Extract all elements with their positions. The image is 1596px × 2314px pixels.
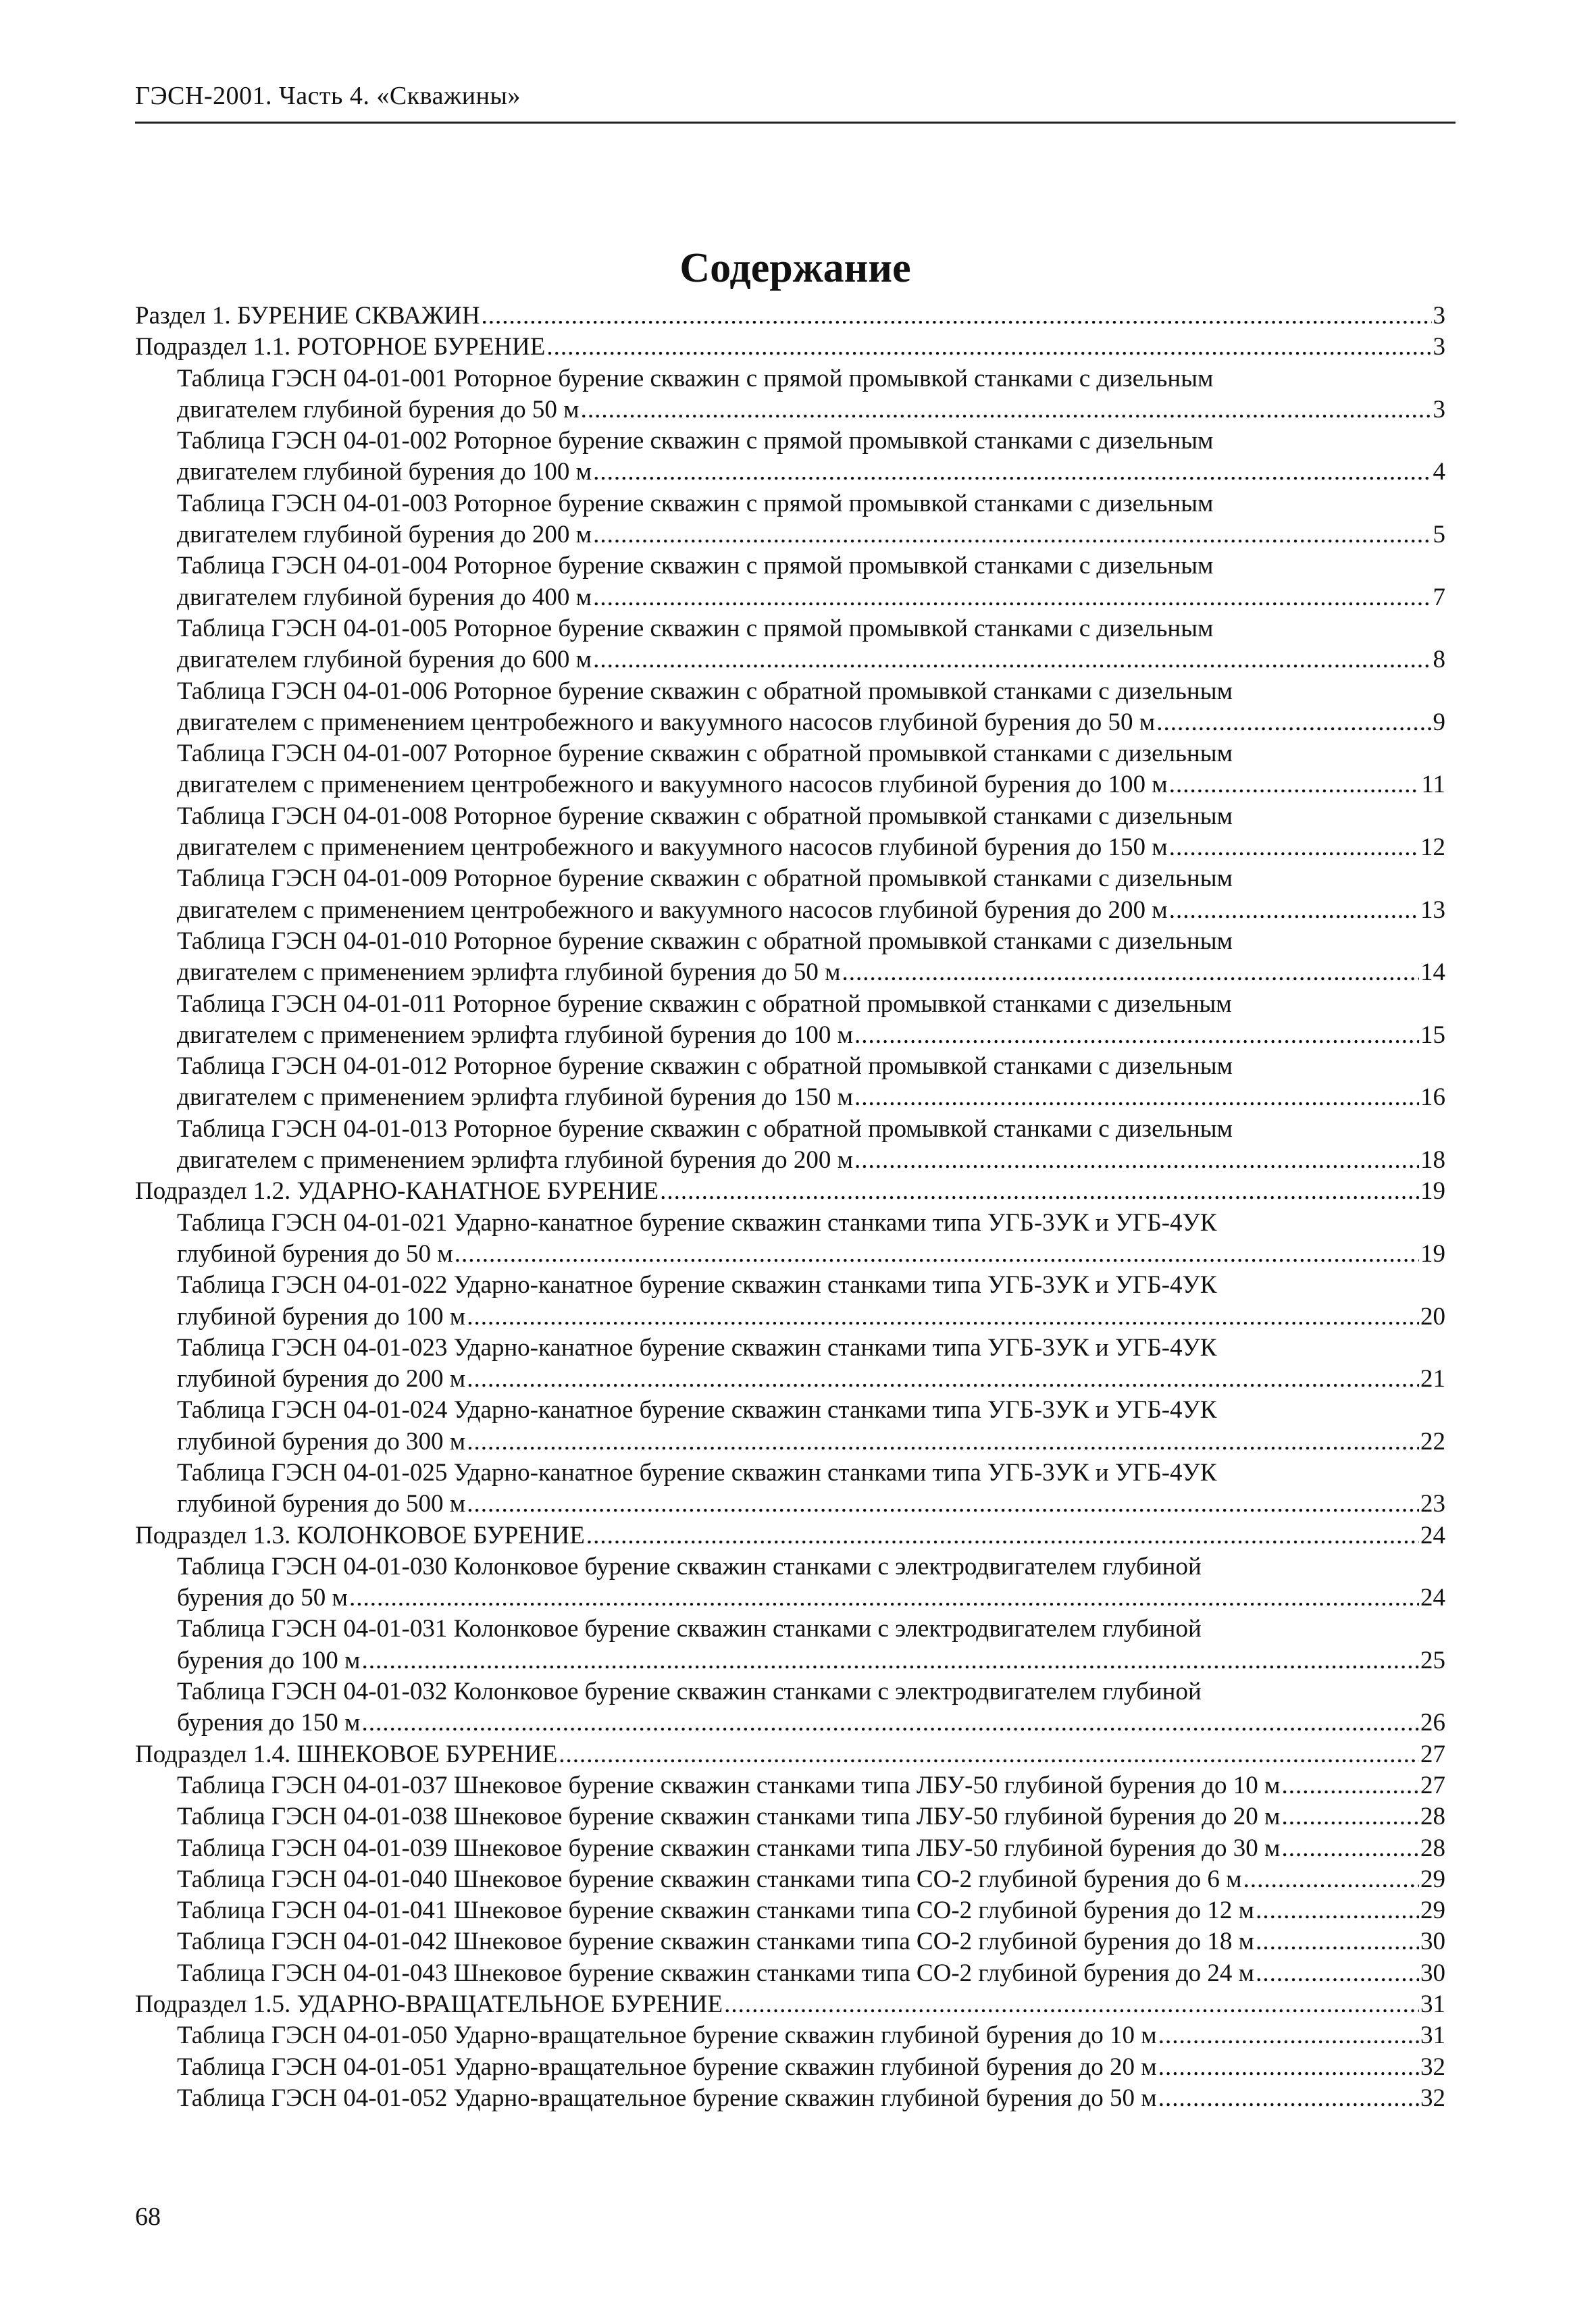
toc-page-ref: 28 [1420, 1803, 1445, 1831]
toc-page-ref: 16 [1420, 1083, 1445, 1112]
toc-entry-row [177, 2052, 1445, 2083]
toc-entry-row [177, 1770, 1445, 1801]
toc-entry-text: Таблица ГЭСН 04-01-007 Роторное бурение скважин с обратной промывкой станками с дизельным [177, 740, 1233, 768]
dot-leader [546, 332, 1431, 363]
toc-entry-row [177, 1864, 1445, 1895]
toc-entry-text: двигателем с применением эрлифта глубиной бурения до 200 м [177, 1146, 854, 1175]
toc-entry-row [135, 332, 1445, 363]
toc-entry-row [177, 1489, 1445, 1520]
toc-page-ref: 4 [1433, 458, 1445, 486]
dot-leader [1158, 2020, 1419, 2051]
toc-subsection [135, 1520, 1445, 1551]
toc-entry-row [177, 1833, 1445, 1864]
toc-table-entry [135, 1208, 1445, 1270]
toc-entry-text: бурения до 50 м [177, 1584, 348, 1612]
toc-page-ref: 32 [1420, 2084, 1445, 2112]
toc-table-entry [135, 1051, 1445, 1114]
toc-entry-text: двигателем с применением центробежного и вакуумного насосов глубиной бурения до 100 м [177, 771, 1168, 799]
toc-entry-text: Таблица ГЭСН 04-01-041 Шнековое бурение скважин станками типа СО-2 глубиной бурения до 12 м [177, 1897, 1255, 1925]
toc-entry-text: Таблица ГЭСН 04-01-030 Колонковое бурение скважин станками с электродвигателем глубиной [177, 1552, 1202, 1580]
toc-entry-row [177, 2020, 1445, 2051]
dot-leader [1243, 1864, 1419, 1895]
toc-subsection [135, 1739, 1445, 1770]
toc-entry-text: Таблица ГЭСН 04-01-012 Роторное бурение скважин с обратной промывкой станками с дизельным [177, 1052, 1233, 1081]
toc-entry-row [135, 301, 1445, 332]
page-title: Содержание [679, 245, 911, 291]
dot-leader [842, 957, 1419, 988]
toc-page-ref: 13 [1420, 896, 1445, 924]
toc-entry-row [177, 1645, 1445, 1676]
toc-entry-text: бурения до 100 м [177, 1646, 361, 1674]
toc-section [135, 301, 1445, 332]
dot-leader [593, 582, 1431, 613]
toc-entry-row [177, 1707, 1445, 1739]
dot-leader [1169, 832, 1419, 863]
toc-entry-text: Таблица ГЭСН 04-01-051 Ударно-вращательное бурение скважин глубиной бурения до 20 м [177, 2053, 1157, 2081]
dot-leader [361, 1645, 1419, 1676]
dot-leader [660, 1176, 1419, 1207]
dot-leader [593, 644, 1431, 675]
toc-entry-text: Таблица ГЭСН 04-01-021 Ударно-канатное бурение скважин станками типа УГБ-3УК и УГБ-4УК [177, 1208, 1217, 1237]
toc-entry-text: Таблица ГЭСН 04-01-052 Ударно-вращательное бурение скважин глубиной бурения до 50 м [177, 2084, 1157, 2112]
toc-entry-text: Таблица ГЭСН 04-01-001 Роторное бурение скважин с прямой промывкой станками с дизельным [177, 364, 1214, 392]
toc-entry-text: двигателем глубиной бурения до 50 м [177, 395, 580, 423]
toc-table-entry [135, 1770, 1445, 1801]
toc-entry-row [135, 1520, 1445, 1551]
toc-page-ref: 28 [1420, 1834, 1445, 1862]
toc-page-ref: 7 [1433, 583, 1445, 611]
toc-table-entry [135, 1114, 1445, 1177]
toc-subsection [135, 1176, 1445, 1207]
toc-entry-row [177, 1926, 1445, 1957]
toc-page-ref: 29 [1420, 1865, 1445, 1893]
dot-leader [1281, 1833, 1419, 1864]
dot-leader [1158, 2083, 1419, 2114]
toc-page-ref: 3 [1433, 333, 1445, 361]
toc-table-entry [135, 1270, 1445, 1333]
toc-entry-row [177, 1895, 1445, 1926]
toc-entry-text: Таблица ГЭСН 04-01-050 Ударно-вращательное бурение скважин глубиной бурения до 10 м [177, 2022, 1157, 2050]
toc-entry-text: глубиной бурения до 100 м [177, 1302, 466, 1331]
toc-page-ref: 22 [1420, 1427, 1445, 1456]
toc-entry-row [177, 1801, 1445, 1832]
toc-entry-text: двигателем глубиной бурения до 200 м [177, 521, 592, 549]
toc-entry-text: двигателем с применением эрлифта глубиной бурения до 50 м [177, 958, 841, 987]
toc-entry-text: Таблица ГЭСН 04-01-024 Ударно-канатное бурение скважин станками типа УГБ-3УК и УГБ-4УК [177, 1396, 1217, 1424]
toc-page-ref: 8 [1433, 646, 1445, 674]
dot-leader [854, 1020, 1419, 1051]
toc-entry-text: Таблица ГЭСН 04-01-009 Роторное бурение скважин с обратной промывкой станками с дизельным [177, 865, 1233, 893]
dot-leader [724, 1989, 1419, 2020]
toc-entry-text: двигателем глубиной бурения до 400 м [177, 583, 592, 611]
toc-entry-text: бурения до 150 м [177, 1709, 361, 1737]
toc-table-entry [135, 738, 1445, 801]
toc-table-entry [135, 1926, 1445, 1957]
toc-entry-row [177, 1958, 1445, 1989]
toc-entry-text: Таблица ГЭСН 04-01-031 Колонковое бурение скважин станками с электродвигателем глубиной [177, 1615, 1202, 1643]
toc-table-entry [135, 863, 1445, 926]
dot-leader [361, 1707, 1419, 1739]
toc-table-entry [135, 926, 1445, 989]
toc-entry-row [177, 394, 1445, 426]
dot-leader [467, 1364, 1419, 1395]
toc-entry-row [177, 707, 1445, 738]
toc-entry-row [177, 895, 1445, 926]
dot-leader [467, 1302, 1419, 1333]
toc-page-ref: 18 [1420, 1146, 1445, 1175]
toc-entry-text: Подраздел 1.4. ШНЕКОВОЕ БУРЕНИЕ [135, 1740, 558, 1768]
toc-page-ref: 23 [1420, 1490, 1445, 1518]
toc-table-entry [135, 1333, 1445, 1395]
toc-entry-text: Раздел 1. БУРЕНИЕ СКВАЖИН [135, 302, 480, 330]
toc-entry-text: Таблица ГЭСН 04-01-006 Роторное бурение скважин с обратной промывкой станками с дизельным [177, 677, 1233, 705]
toc-entry-row [177, 1082, 1445, 1113]
toc-entry-row [177, 1145, 1445, 1176]
toc-entry-text: Подраздел 1.3. КОЛОНКОВОЕ БУРЕНИЕ [135, 1521, 585, 1549]
toc-table-entry [135, 2020, 1445, 2051]
toc-entry-row [177, 1426, 1445, 1458]
toc-entry-text: глубиной бурения до 500 м [177, 1490, 466, 1518]
toc-table-entry [135, 2083, 1445, 2114]
toc-entry-text: Подраздел 1.2. УДАРНО-КАНАТНОЕ БУРЕНИЕ [135, 1177, 659, 1206]
dot-leader [1256, 1926, 1419, 1957]
toc-table-entry [135, 1864, 1445, 1895]
dot-leader [586, 1520, 1419, 1551]
toc-table-entry [135, 1551, 1445, 1614]
toc-page-ref: 15 [1420, 1021, 1445, 1049]
toc-table-entry [135, 1895, 1445, 1926]
toc-table-entry [135, 1801, 1445, 1832]
toc-entry-text: Таблица ГЭСН 04-01-022 Ударно-канатное бурение скважин станками типа УГБ-3УК и УГБ-4УК [177, 1271, 1217, 1300]
toc-entry-text: двигателем с применением центробежного и вакуумного насосов глубиной бурения до 200 м [177, 896, 1168, 924]
running-header: ГЭСН-2001. Часть 4. «Скважины» [135, 82, 521, 110]
dot-leader [1256, 1958, 1419, 1989]
toc-entry-row [177, 1583, 1445, 1614]
toc-entry-text: двигателем глубиной бурения до 600 м [177, 646, 592, 674]
dot-leader [467, 1489, 1419, 1520]
toc-entry-text: Таблица ГЭСН 04-01-013 Роторное бурение скважин с обратной промывкой станками с дизельным [177, 1114, 1233, 1143]
toc-entry-row [177, 1364, 1445, 1395]
toc-entry-text: Таблица ГЭСН 04-01-039 Шнековое бурение скважин станками типа ЛБУ-50 глубиной бурения до 30 м [177, 1834, 1281, 1862]
toc-table-entry [135, 426, 1445, 488]
toc-entry-row [177, 519, 1445, 550]
dot-leader [467, 1426, 1419, 1458]
toc-table-entry [135, 1458, 1445, 1520]
toc-entry-text: Таблица ГЭСН 04-01-038 Шнековое бурение скважин станками типа ЛБУ-50 глубиной бурения до 20 м [177, 1803, 1281, 1831]
toc-page-ref: 25 [1420, 1646, 1445, 1674]
dot-leader [1281, 1770, 1419, 1801]
toc-page-ref: 11 [1421, 771, 1445, 799]
toc-page-ref: 32 [1420, 2053, 1445, 2081]
header-rule [135, 122, 1456, 124]
table-of-contents [135, 301, 1445, 2114]
toc-entry-text: двигателем с применением эрлифта глубиной бурения до 150 м [177, 1083, 854, 1112]
toc-table-entry [135, 676, 1445, 739]
toc-subsection [135, 332, 1445, 363]
toc-page-ref: 27 [1420, 1740, 1445, 1768]
toc-entry-text: Подраздел 1.1. РОТОРНОЕ БУРЕНИЕ [135, 333, 546, 361]
toc-table-entry [135, 989, 1445, 1052]
toc-entry-text: Таблица ГЭСН 04-01-023 Ударно-канатное бурение скважин станками типа УГБ-3УК и УГБ-4УК [177, 1333, 1217, 1362]
toc-table-entry [135, 1833, 1445, 1864]
dot-leader [1169, 769, 1420, 800]
toc-entry-text: двигателем глубиной бурения до 100 м [177, 458, 592, 486]
toc-entry-row [135, 1989, 1445, 2020]
toc-table-entry [135, 1676, 1445, 1739]
dot-leader [581, 394, 1432, 426]
toc-page-ref: 20 [1420, 1302, 1445, 1331]
toc-entry-row [135, 1176, 1445, 1207]
toc-entry-text: глубиной бурения до 50 м [177, 1239, 453, 1268]
toc-page-ref: 26 [1420, 1709, 1445, 1737]
toc-page-ref: 24 [1420, 1521, 1445, 1549]
toc-entry-text: двигателем с применением центробежного и вакуумного насосов глубиной бурения до 150 м [177, 833, 1168, 862]
toc-subsection [135, 1989, 1445, 2020]
toc-page-ref: 19 [1420, 1239, 1445, 1268]
toc-page-ref: 3 [1433, 302, 1445, 330]
dot-leader [1169, 895, 1419, 926]
toc-page-ref: 3 [1433, 395, 1445, 423]
toc-entry-row [177, 1302, 1445, 1333]
toc-entry-text: Таблица ГЭСН 04-01-008 Роторное бурение скважин с обратной промывкой станками с дизельным [177, 802, 1233, 830]
toc-entry-row [177, 457, 1445, 488]
dot-leader [1156, 707, 1431, 738]
toc-entry-text: Таблица ГЭСН 04-01-037 Шнековое бурение скважин станками типа ЛБУ-50 глубиной бурения до 10 м [177, 1771, 1281, 1799]
toc-page-ref: 31 [1420, 1990, 1445, 2019]
toc-entry-text: двигателем с применением эрлифта глубиной бурения до 100 м [177, 1021, 854, 1049]
dot-leader [593, 519, 1431, 550]
dot-leader [1281, 1801, 1419, 1832]
toc-entry-text: Таблица ГЭСН 04-01-005 Роторное бурение скважин с прямой промывкой станками с дизельным [177, 614, 1214, 642]
toc-entry-text: Таблица ГЭСН 04-01-010 Роторное бурение скважин с обратной промывкой станками с дизельным [177, 927, 1233, 955]
toc-entry-row [177, 582, 1445, 613]
dot-leader [1256, 1895, 1419, 1926]
dot-leader [455, 1239, 1419, 1270]
toc-entry-text: Таблица ГЭСН 04-01-011 Роторное бурение скважин с обратной промывкой станками с дизельным [177, 989, 1232, 1018]
toc-table-entry [135, 2052, 1445, 2083]
toc-entry-text: Таблица ГЭСН 04-01-040 Шнековое бурение скважин станками типа СО-2 глубиной бурения до 6 м [177, 1865, 1242, 1893]
dot-leader [559, 1739, 1419, 1770]
dot-leader [482, 301, 1432, 332]
dot-leader [854, 1082, 1419, 1113]
toc-page-ref: 9 [1433, 708, 1445, 736]
toc-entry-row [177, 957, 1445, 988]
toc-table-entry [135, 801, 1445, 864]
toc-table-entry [135, 1395, 1445, 1458]
toc-table-entry [135, 1614, 1445, 1676]
toc-entry-text: Таблица ГЭСН 04-01-025 Ударно-канатное бурение скважин станками типа УГБ-3УК и УГБ-4УК [177, 1458, 1217, 1487]
toc-entry-text: глубиной бурения до 300 м [177, 1427, 466, 1456]
toc-entry-row [177, 2083, 1445, 2114]
toc-entry-row [177, 832, 1445, 863]
toc-entry-text: Таблица ГЭСН 04-01-042 Шнековое бурение скважин станками типа СО-2 глубиной бурения до 18 м [177, 1928, 1255, 1956]
toc-page-ref: 30 [1420, 1928, 1445, 1956]
dot-leader [349, 1583, 1419, 1614]
toc-table-entry [135, 613, 1445, 676]
toc-page-ref: 29 [1420, 1897, 1445, 1925]
toc-entry-text: Таблица ГЭСН 04-01-004 Роторное бурение скважин с прямой промывкой станками с дизельным [177, 552, 1214, 580]
toc-entry-text: Таблица ГЭСН 04-01-002 Роторное бурение скважин с прямой промывкой станками с дизельным [177, 427, 1214, 455]
toc-entry-text: глубиной бурения до 200 м [177, 1365, 466, 1393]
toc-entry-row [177, 1020, 1445, 1051]
toc-table-entry [135, 1958, 1445, 1989]
toc-table-entry [135, 550, 1445, 613]
dot-leader [593, 457, 1431, 488]
toc-page-ref: 12 [1420, 833, 1445, 862]
toc-entry-row [177, 769, 1445, 800]
toc-entry-text: Таблица ГЭСН 04-01-003 Роторное бурение скважин с прямой промывкой станками с дизельным [177, 489, 1214, 517]
toc-table-entry [135, 488, 1445, 551]
toc-page-ref: 21 [1420, 1365, 1445, 1393]
dot-leader [854, 1145, 1419, 1176]
toc-entry-text: Таблица ГЭСН 04-01-043 Шнековое бурение скважин станками типа СО-2 глубиной бурения до 24 м [177, 1959, 1255, 1987]
page-number: 68 [135, 2203, 161, 2231]
toc-entry-text: Таблица ГЭСН 04-01-032 Колонковое бурение скважин станками с электродвигателем глубиной [177, 1678, 1202, 1706]
toc-table-entry [135, 363, 1445, 426]
toc-page-ref: 30 [1420, 1959, 1445, 1987]
toc-page-ref: 31 [1420, 2022, 1445, 2050]
dot-leader [1158, 2052, 1419, 2083]
toc-page-ref: 24 [1420, 1584, 1445, 1612]
toc-page-ref: 14 [1420, 958, 1445, 987]
toc-entry-row [135, 1739, 1445, 1770]
toc-page-ref: 19 [1420, 1177, 1445, 1206]
toc-page-ref: 5 [1433, 521, 1445, 549]
toc-entry-row [177, 1239, 1445, 1270]
toc-entry-text: Подраздел 1.5. УДАРНО-ВРАЩАТЕЛЬНОЕ БУРЕНИЕ [135, 1990, 723, 2019]
toc-entry-text: двигателем с применением центробежного и вакуумного насосов глубиной бурения до 50 м [177, 708, 1156, 736]
toc-entry-row [177, 644, 1445, 675]
toc-page-ref: 27 [1420, 1771, 1445, 1799]
